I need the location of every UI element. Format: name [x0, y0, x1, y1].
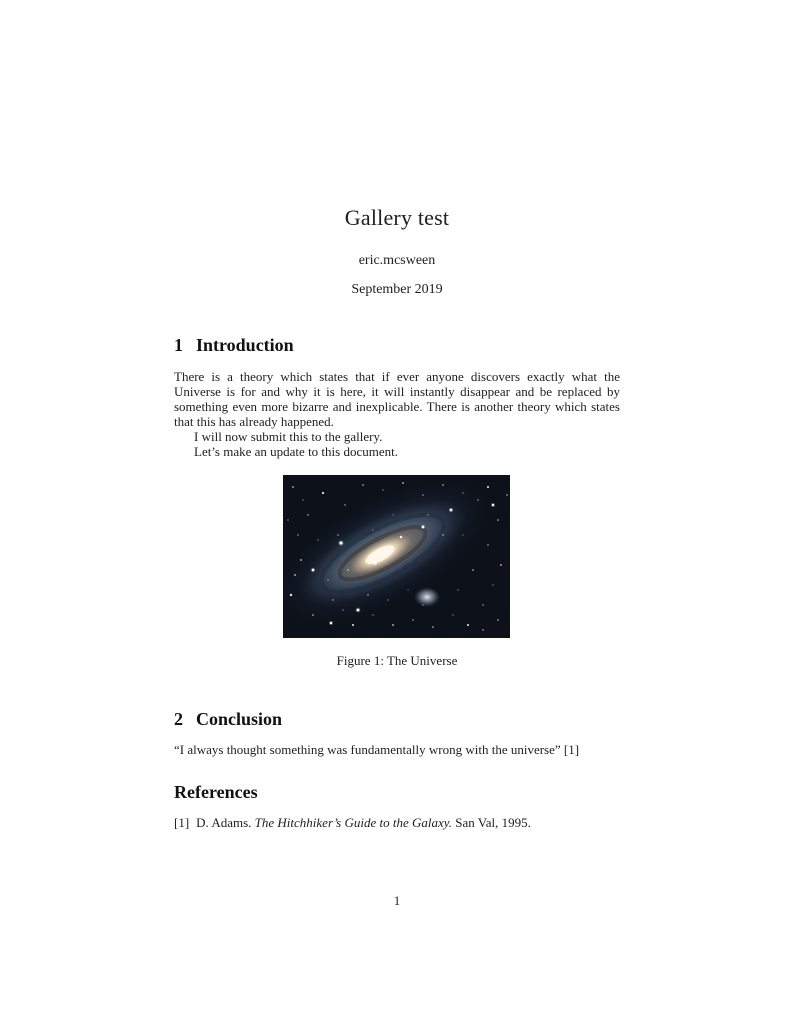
- intro-paragraph: There is a theory which states that if ever anyone discovers exactly what the Universe is for and why it is here, it will instantly disappear and be replaced by something even more bizarre and inexplicable. There is another theory which states that this has already happened.: [174, 369, 620, 430]
- page-number: 1: [393, 893, 401, 908]
- figure-caption: Figure 1: The Universe: [336, 653, 458, 669]
- intro-line-update: Let’s make an update to this document.: [194, 444, 398, 460]
- section-title: Conclusion: [196, 709, 283, 730]
- section-heading-introduction: [174, 335, 620, 357]
- section-number: 2: [174, 709, 183, 730]
- conclusion-quote: “I always thought something was fundamentally wrong with the universe” [1]: [174, 741, 580, 757]
- galaxy-illustration: [283, 475, 510, 638]
- figure-1: [174, 475, 620, 668]
- section-number: 1: [174, 334, 183, 355]
- intro-line-gallery: I will now submit this to the gallery.: [194, 429, 383, 445]
- section-title: Introduction: [196, 334, 294, 355]
- reference-authors: D. Adams.: [196, 814, 252, 830]
- doc-title: Gallery test: [344, 205, 450, 230]
- reference-text: [196, 815, 531, 830]
- doc-author: eric.mcsween: [358, 253, 436, 269]
- reference-booktitle: The Hitchhiker’s Guide to the Galaxy.: [254, 814, 453, 830]
- reference-marker: [1]: [174, 814, 190, 830]
- companion-galaxy: [414, 587, 440, 607]
- doc-date: September 2019: [351, 281, 443, 297]
- universe-image: [283, 475, 510, 638]
- reference-entry: [174, 815, 620, 830]
- references-heading: References: [174, 781, 258, 802]
- text-column: [174, 0, 620, 830]
- reference-publisher: San Val, 1995.: [455, 814, 531, 830]
- section-heading-conclusion: [174, 709, 620, 731]
